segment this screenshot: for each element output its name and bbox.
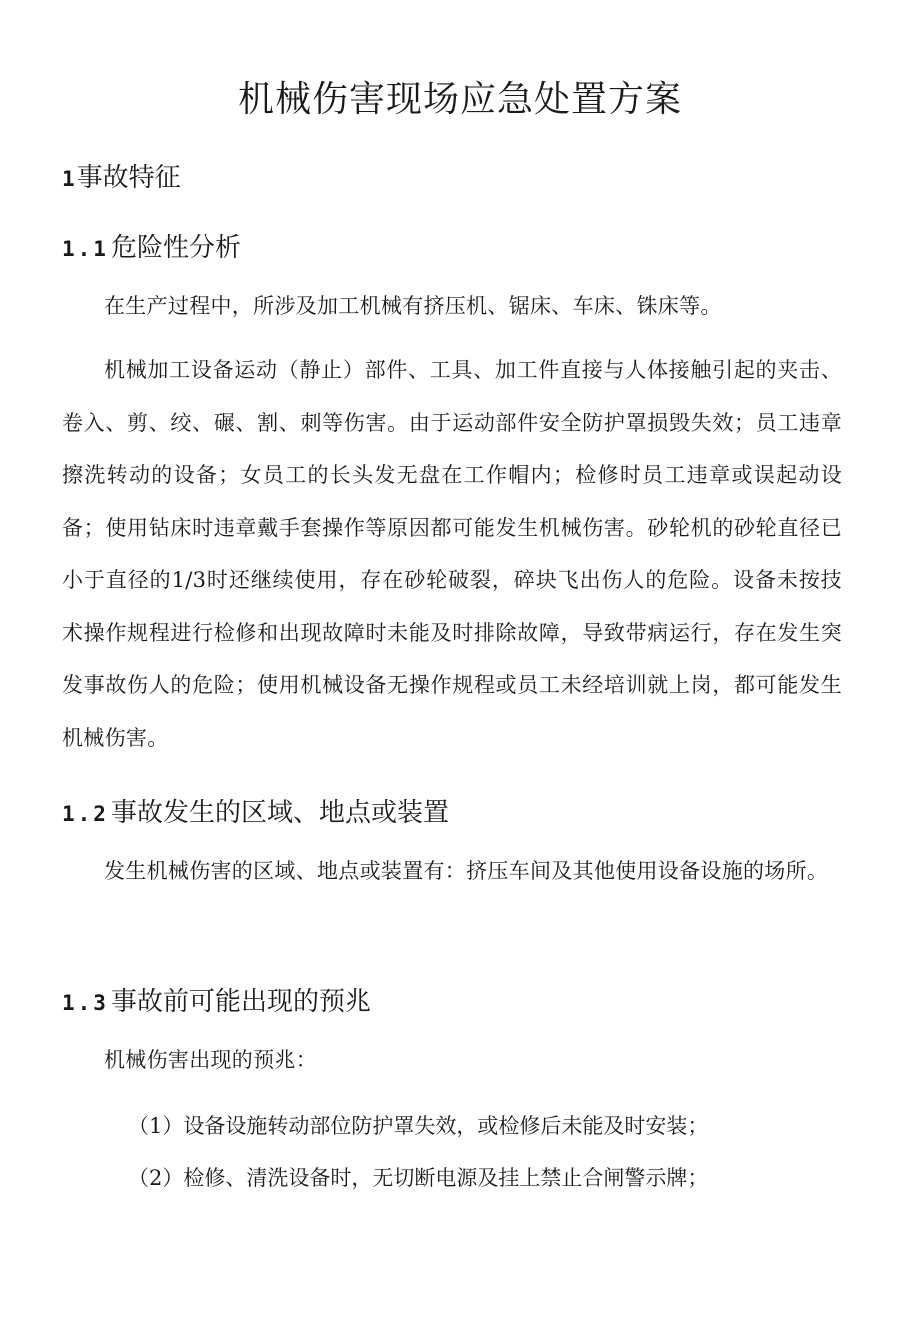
paragraph-accident-locations: 发生机械伤害的区域、地点或装置有：挤压车间及其他使用设备设施的场所。 <box>104 859 829 883</box>
paragraph-processing-machines: 在生产过程中，所涉及加工机械有挤压机、锯床、车床、铢床等。 <box>104 294 722 318</box>
section-heading-1-3 <box>62 982 371 1023</box>
section-heading-1-2 <box>62 793 449 834</box>
section-title-1: 事故特征 <box>76 163 181 193</box>
paragraph-warning-signs-intro: 机械伤害出现的预兆： <box>104 1048 317 1072</box>
section-number-1-1: 1.1 <box>62 237 109 261</box>
paragraph-hazard-analysis: 机械加工设备运动（静止）部件、工具、加工件直接与人体接触引起的夹击、卷入、剪、绞、碾、割、刺等伤害。由于运动部件安全防护罩损毁失效；员工违章擦洗转动的设备；女员工的长头发无盘在工作帽内；检修时员工违章或误起动设备；使用钻床时违章戴手套操作等原因都可能发生机械伤害。砂轮机的砂轮直径已小于直径的1/3时还继续使用，存在砂轮破裂，碎块飞出伤人的危险。设备未按技术操作规程进行检修和出现故障时未能及时排除故障，导致带病运行，存在发生突发事故伤人的危险；使用机械设备无操作规程或员工未经培训就上岗，都可能发生机械伤害。 <box>62 358 842 750</box>
document-title: 机械伤害现场应急处置方案 <box>237 79 682 120</box>
section-heading-1-1 <box>62 228 241 269</box>
list-item: （2）检修、清洗设备时，无切断电源及挂上禁止合闸警示牌； <box>128 1166 709 1190</box>
section-heading-1 <box>62 158 181 199</box>
section-title-1-2: 事故发生的区域、地点或装置 <box>110 798 449 828</box>
list-item: （1）设备设施转动部位防护罩失效，或检修后未能及时安装； <box>128 1114 709 1138</box>
section-number-1: 1 <box>62 167 75 191</box>
section-title-1-1: 危险性分析 <box>110 233 241 263</box>
section-number-1-2: 1.2 <box>62 802 109 826</box>
section-number-1-3: 1.3 <box>62 991 109 1015</box>
section-title-1-3: 事故前可能出现的预兆 <box>110 987 371 1017</box>
